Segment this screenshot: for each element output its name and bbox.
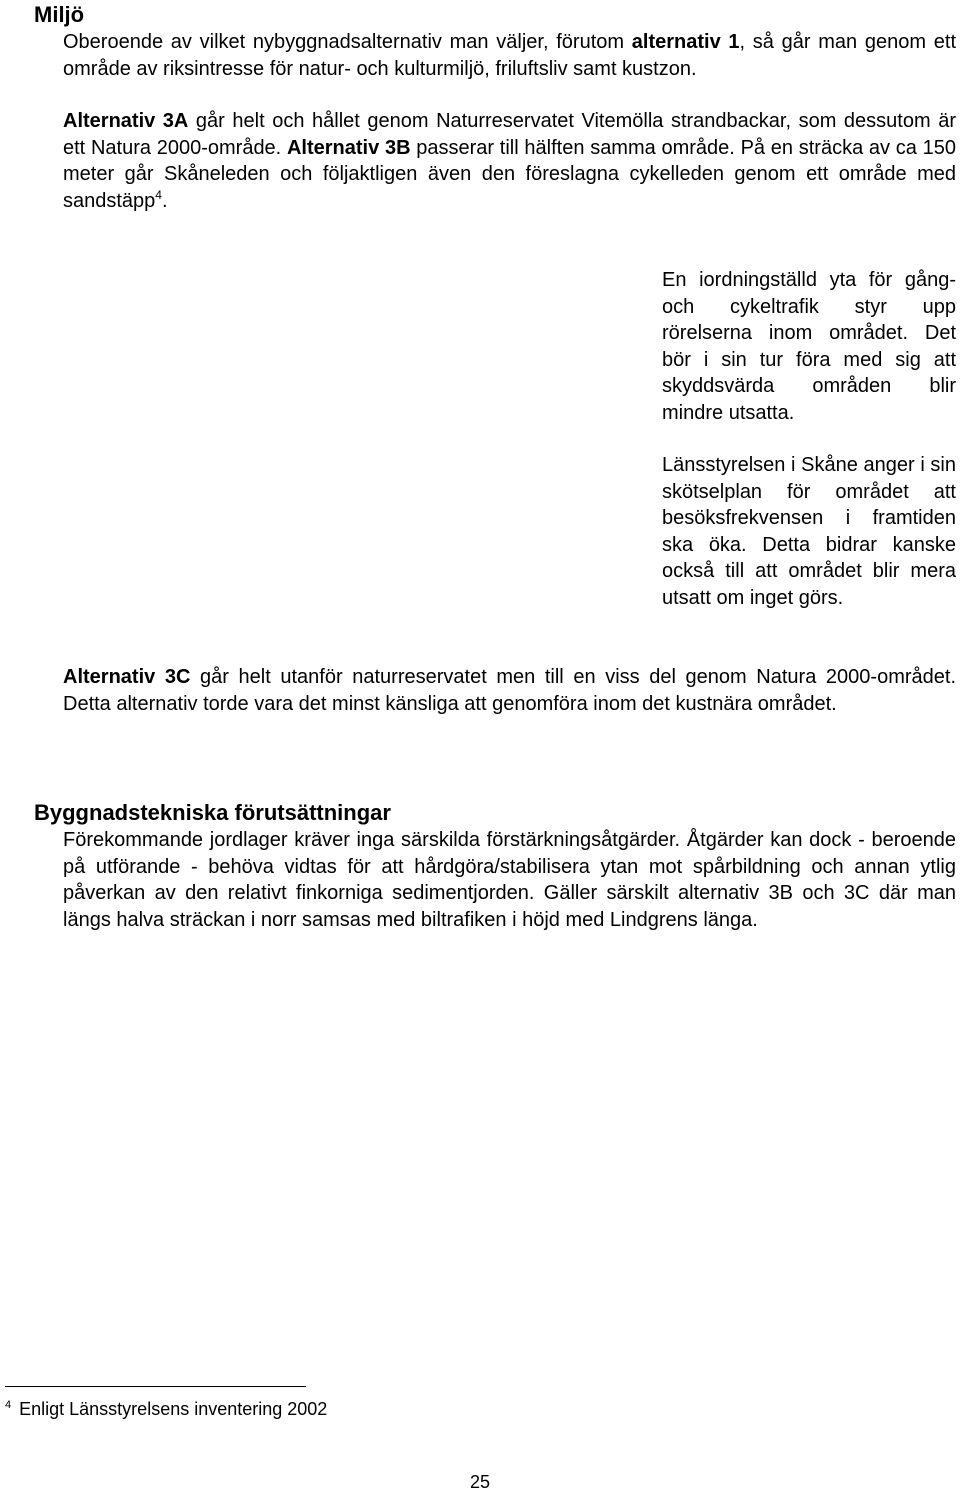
paragraph-alternativ-3c: Alternativ 3C går helt utanför naturreservatet men till en viss del genom Natura 2000-området. Detta alternativ torde vara det minst känsliga att genomföra inom det kustnära området. xyxy=(63,666,956,715)
footnote-divider xyxy=(5,1386,306,1387)
footnote xyxy=(5,1398,327,1420)
footnote-reference: 4 xyxy=(155,187,162,202)
paragraph-alternativ-3a-3b: Alternativ 3A går helt och hållet genom Naturreservatet Vitemölla strandbackar, som dessutom är ett Natura 2000-område. Alternativ 3B passerar till hälften samma område. På en sträcka av ca 150 meter går Skåneleden och följaktligen även den föreslagna cykelleden genom ett område med sandstäpp$^4$. xyxy=(63,110,957,212)
footnote-text: Enligt Länsstyrelsens inventering 2002 xyxy=(19,1399,328,1419)
side-note-lansstyrelsen: Länsstyrelsen i Skåne anger i sin skötselplan för området att besöksfrekvensen i framtiden ska öka. Detta bidrar kanske också till att området blir mera utsatt om inget görs. xyxy=(662,454,956,609)
heading-miljo: Miljö xyxy=(34,2,85,27)
page-number: 25 xyxy=(469,1472,491,1492)
heading-byggnadstekniska: Byggnadstekniska förutsättningar xyxy=(34,800,391,825)
side-note-iordningstalld-yta: En iordningställd yta för gång- och cykeltrafik styr upp rörelserna inom området. Det bör i sin tur föra med sig att skyddsvärda områden blir mindre utsatta. xyxy=(662,269,956,424)
paragraph-byggnadstekniska: Förekommande jordlager kräver inga särskilda förstärkningsåtgärder. Åtgärder kan dock - beroende på utförande - behöva vidtas för att hårdgöra/stabilisera ytan mot spårbildning och annan ytlig påverkan av den relativt finkorniga sedimentjorden. Gäller särskilt alternativ 3B och 3C där man längs halva sträckan i norr samsas med biltrafiken i höjd med Lindgrens länga. xyxy=(63,829,956,931)
footnote-marker: 4 xyxy=(5,1399,12,1411)
paragraph-miljo-intro: Oberoende av vilket nybyggnadsalternativ man väljer, förutom alternativ 1, så går man genom ett område av riksintresse för natur- och kulturmiljö, friluftsliv samt kustzon. xyxy=(63,31,956,80)
